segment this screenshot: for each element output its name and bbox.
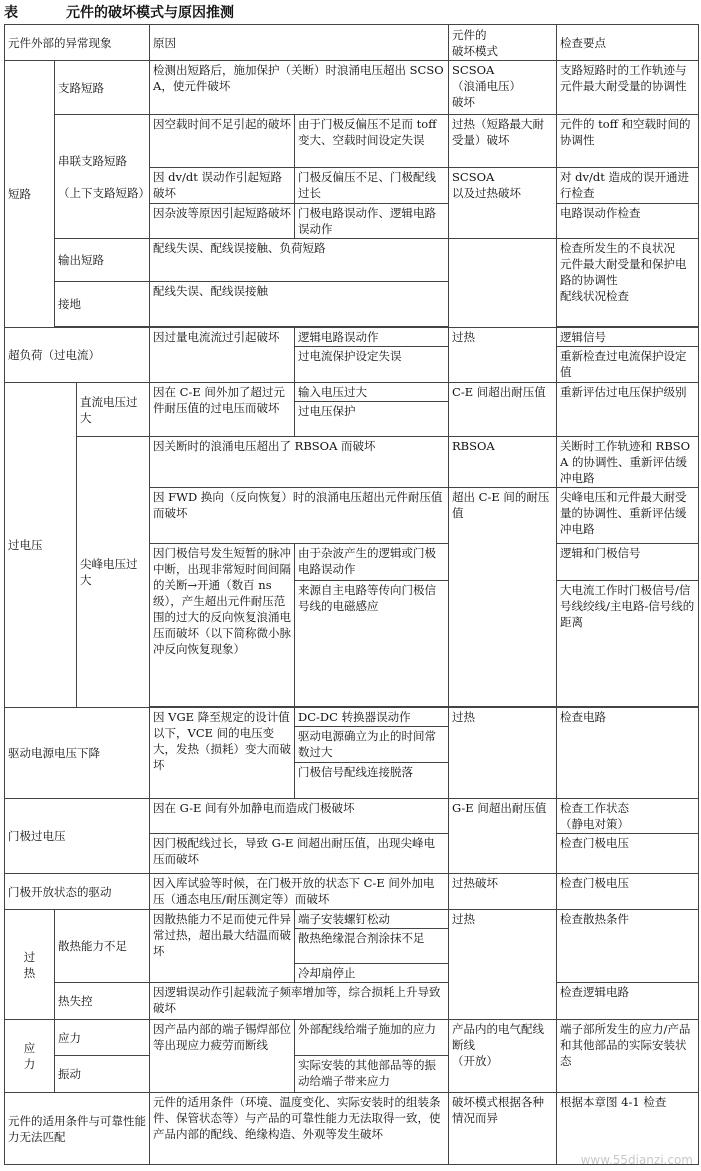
check-cell: 重新评估过电压保护级别 bbox=[557, 383, 699, 437]
check-cell: 尖峰电压和元件最大耐受量的协调性、重新评估缓冲电路 bbox=[557, 488, 699, 544]
cause-detail-cell: 门极反偏压不足、门极配线过长 bbox=[295, 168, 449, 204]
sub-dc-overvoltage: 直流电压过大 bbox=[77, 383, 150, 437]
cause-cell: 因散热能力不足而使元件异常过热，超出最大结温而破坏 bbox=[150, 910, 295, 983]
mode-cell: SCSOA （浪涌电压） 破坏 bbox=[449, 61, 557, 115]
check-cell: 大电流工作时门极信号/信号线绞线/主电路-信号线的距离 bbox=[557, 581, 699, 707]
cause-detail-cell: 输入电压过大 bbox=[295, 383, 449, 402]
check-cell: 根据本章图 4-1 检查 bbox=[557, 1093, 699, 1165]
cause-detail-cell: 由于杂波产生的逻辑或门极电路误动作 bbox=[295, 544, 449, 581]
mode-cell: SCSOA 以及过热破坏 bbox=[449, 168, 557, 239]
check-cell: 支路短路时的工作轨迹与元件最大耐受量的协调性 bbox=[557, 61, 699, 115]
check-cell: 检查工作状态 （静电对策） bbox=[557, 799, 699, 834]
check-cell: 重新检查过电流保护设定值 bbox=[557, 347, 699, 383]
watermark: www.55dianzi.com bbox=[580, 1153, 693, 1167]
cause-detail-cell: 外部配线给端子施加的应力 bbox=[295, 1020, 449, 1056]
check-cell: 逻辑信号 bbox=[557, 328, 699, 347]
check-cell: 关断时工作轨迹和 RBSOA 的协调性、重新评估缓冲电路 bbox=[557, 437, 699, 488]
mode-cell: 过热 bbox=[449, 708, 557, 799]
sub-branch-short: 支路短路 bbox=[55, 61, 150, 115]
mode-cell: RBSOA bbox=[449, 437, 557, 488]
check-cell: 检查门极电压 bbox=[557, 874, 699, 910]
cause-detail-cell: 冷却扇停止 bbox=[295, 964, 449, 983]
cause-cell: 因过量电流流过引起破坏 bbox=[150, 328, 295, 383]
category-overheat: 过 热 bbox=[5, 910, 55, 1020]
cause-cell: 因 FWD 换向（反向恢复）时的浪涌电压超出元件耐压值而破坏 bbox=[150, 488, 449, 544]
check-cell: 电路误动作检查 bbox=[557, 204, 699, 239]
cause-cell: 因门极配线过长，导致 G-E 间超出耐压值，出现尖峰电压而破坏 bbox=[150, 834, 449, 874]
table-title bbox=[4, 2, 234, 24]
cause-cell: 配线失误、配线误接触、负荷短路 bbox=[150, 239, 449, 282]
category-short-circuit: 短路 bbox=[5, 61, 55, 328]
category-gate-overvoltage: 门极过电压 bbox=[5, 799, 150, 874]
cause-cell: 因 VGE 降至规定的设计值以下，VCE 间的电压变大，发热（损耗）变大而破坏 bbox=[150, 708, 295, 799]
category-condition-mismatch: 元件的适用条件与可靠性能力无法匹配 bbox=[5, 1093, 150, 1165]
sub-output-short: 输出短路 bbox=[55, 239, 150, 282]
mode-cell: 过热 bbox=[449, 910, 557, 1020]
check-cell: 对 dv/dt 造成的误开通进行检查 bbox=[557, 168, 699, 204]
sub-vibration: 振动 bbox=[55, 1056, 150, 1093]
cause-detail-cell: 逻辑电路误动作 bbox=[295, 328, 449, 347]
cause-detail-cell: 门极信号配线连接脱落 bbox=[295, 763, 449, 799]
header-mode: 元件的 破坏模式 bbox=[449, 25, 557, 61]
sub-ground: 接地 bbox=[55, 282, 150, 327]
cause-detail-cell: 实际安装的其他部品等的振动给端子带来应力 bbox=[295, 1056, 449, 1093]
cause-detail-cell: DC-DC 转换器误动作 bbox=[295, 708, 449, 727]
failure-mode-table bbox=[4, 24, 699, 1165]
sub-insufficient-cooling: 散热能力不足 bbox=[55, 910, 150, 983]
check-cell: 检查电路 bbox=[557, 708, 699, 799]
table-caption: 元件的破坏模式与原因推测 bbox=[66, 5, 234, 21]
sub-stress: 应力 bbox=[55, 1020, 150, 1056]
cause-cell: 配线失误、配线误接触 bbox=[150, 282, 449, 327]
check-cell: 检查散热条件 bbox=[557, 910, 699, 983]
check-cell: 元件的 toff 和空载时间的协调性 bbox=[557, 115, 699, 168]
cause-cell: 因在 C-E 间外加了超过元件耐压值的过电压而破坏 bbox=[150, 383, 295, 437]
header-phenomenon: 元件外部的异常现象 bbox=[5, 25, 150, 61]
cause-cell: 因入库试验等时候，在门极开放的状态下 C-E 间外加电压（通态电压/耐压测定等）而破坏 bbox=[150, 874, 449, 910]
table-number: 表 bbox=[4, 5, 18, 21]
category-stress: 应 力 bbox=[5, 1020, 55, 1093]
category-gate-open-drive: 门极开放状态的驱动 bbox=[5, 874, 150, 910]
cause-detail-cell: 过电压保护 bbox=[295, 402, 449, 437]
mode-cell-empty bbox=[449, 239, 557, 328]
mode-cell: 过热（短路最大耐受量）破坏 bbox=[449, 115, 557, 168]
mode-cell: 超出 C-E 间的耐压值 bbox=[449, 488, 557, 707]
check-cell: 检查所发生的不良状况 元件最大耐受量和保护电路的协调性 配线状况检查 bbox=[557, 239, 699, 327]
sub-series-short: 串联支路短路 （上下支路短路） bbox=[55, 115, 150, 239]
cause-cell: 因产品内部的端子锡焊部位等出现应力疲劳而断线 bbox=[150, 1020, 295, 1093]
header-check: 检查要点 bbox=[557, 25, 699, 61]
cause-cell: 因在 G-E 间有外加静电而造成门极破坏 bbox=[150, 799, 449, 834]
sub-spike-overvoltage: 尖峰电压过大 bbox=[77, 437, 150, 708]
cause-cell: 因 dv/dt 误动作引起短路破坏 bbox=[150, 168, 295, 204]
check-cell: 端子部所发生的应力/产品和其他部品的实际安装状态 bbox=[557, 1020, 699, 1093]
mode-cell: G-E 间超出耐压值 bbox=[449, 799, 557, 874]
mode-cell: 过热 bbox=[449, 328, 557, 383]
mode-cell: 破坏模式根据各种情况而异 bbox=[449, 1093, 557, 1165]
mode-cell: C-E 间超出耐压值 bbox=[449, 383, 557, 437]
cause-cell: 因空载时间不足引起的破坏 bbox=[150, 115, 295, 168]
cause-detail-cell: 来源自主电路等传向门极信号线的电磁感应 bbox=[295, 581, 449, 707]
cause-detail-cell: 驱动电源确立为止的时间常数过大 bbox=[295, 727, 449, 763]
cause-cell: 因杂波等原因引起短路破坏 bbox=[150, 204, 295, 239]
cause-detail-cell: 门极电路误动作、逻辑电路误动作 bbox=[295, 204, 449, 239]
mode-cell: 过热破坏 bbox=[449, 874, 557, 910]
category-overvoltage: 过电压 bbox=[5, 383, 77, 708]
cause-cell: 因关断时的浪涌电压超出了 RBSOA 而破坏 bbox=[150, 437, 449, 488]
category-drive-voltage-drop: 驱动电源电压下降 bbox=[5, 708, 150, 799]
cause-detail-cell: 散热绝缘混合剂涂抹不足 bbox=[295, 929, 449, 964]
category-overload: 超负荷（过电流） bbox=[5, 328, 150, 383]
cause-cell: 因逻辑误动作引起载流子频率增加等，综合损耗上升导致破坏 bbox=[150, 983, 449, 1020]
cause-cell: 元件的适用条件（环境、温度变化、实际安装时的组装条件、保管状态等）与产品的可靠性能力无法取得一致，使产品内部的配线、绝缘构造、外观等发生破坏 bbox=[150, 1093, 449, 1165]
cause-detail-cell: 由于门极反偏压不足而 toff 变大、空载时间设定失误 bbox=[295, 115, 449, 168]
header-cause: 原因 bbox=[150, 25, 449, 61]
cause-detail-cell: 过电流保护设定失误 bbox=[295, 347, 449, 383]
cause-detail-cell: 端子安装螺钉松动 bbox=[295, 910, 449, 929]
check-cell: 检查门极电压 bbox=[557, 834, 699, 874]
check-cell: 逻辑和门极信号 bbox=[557, 544, 699, 581]
sub-thermal-runaway: 热失控 bbox=[55, 983, 150, 1020]
cause-cell: 检测出短路后，施加保护（关断）时浪涌电压超出 SCSOA，使元件破坏 bbox=[150, 61, 449, 115]
mode-cell: 产品内的电气配线断线 （开放） bbox=[449, 1020, 557, 1093]
check-cell: 检查逻辑电路 bbox=[557, 983, 699, 1020]
cause-cell: 因门极信号发生短暂的脉冲中断，出现非常短时间间隔的关断→开通（数百 ns 级），产生超出元件耐压范围的过大的反向恢复浪涌电压而破坏（以下简称微小脉冲反向恢复现象） bbox=[150, 544, 295, 707]
